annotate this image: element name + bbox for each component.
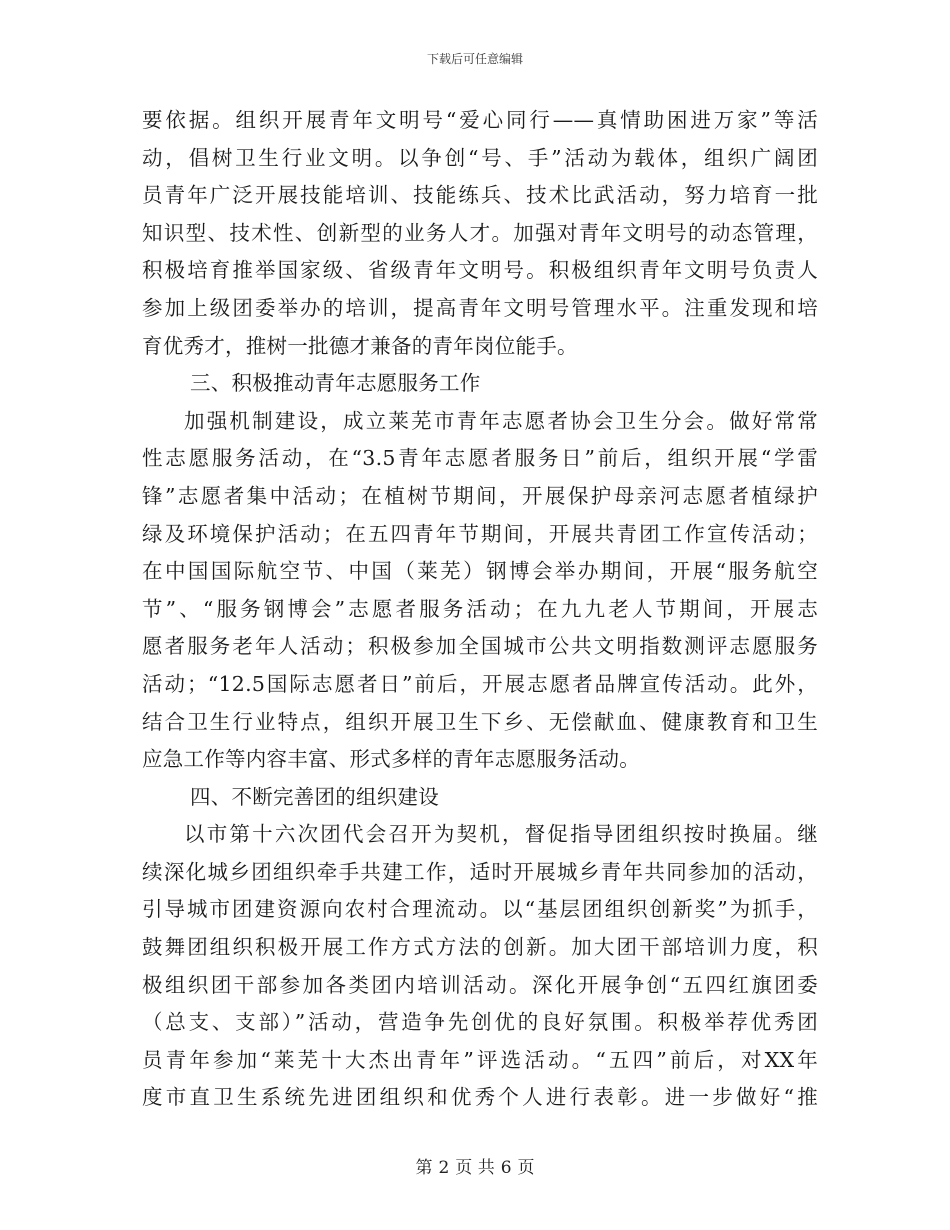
- paragraph-line: 续深化城乡团组织牵手共建工作，适时开展城乡青年共同参加的活动，: [142, 859, 818, 884]
- paragraph-line: 要依据。组织开展青年文明号“爱心同行——真情助困进万家”等活: [142, 108, 818, 132]
- section-heading: 四、不断完善团的组织建设: [190, 784, 439, 809]
- footer-middle: 页 共: [455, 1158, 495, 1178]
- paragraph-line: 引导城市团建资源向农村合理流动。以“基层团组织创新奖”为抓手，: [142, 897, 818, 922]
- paragraph-line: 员青年参加“莱芜十大杰出青年”评选活动。“五四”前后，对XX年: [142, 1047, 818, 1072]
- paragraph-line: 育优秀才，推树一批德才兼备的青年岗位能手。: [142, 333, 578, 358]
- paragraph-line: 以市第十六次团代会召开为契机，督促指导团组织按时换届。继: [184, 822, 818, 847]
- paragraph-line: 知识型、技术性、创新型的业务人才。加强对青年文明号的动态管理，: [142, 220, 818, 245]
- header-note: 下载后可任意编辑: [426, 52, 523, 66]
- body-text: [142, 102, 818, 1117]
- paragraph-line: 绿及环境保护活动；在五四青年节期间，开展共青团工作宣传活动；: [142, 521, 818, 546]
- total-pages: 6: [500, 1158, 512, 1178]
- paragraph-line: 度市直卫生系统先进团组织和优秀个人进行表彰。进一步做好“推: [142, 1085, 818, 1110]
- current-page-number: 2: [438, 1158, 450, 1178]
- paragraph-line: 愿者服务老年人活动；积极参加全国城市公共文明指数测评志愿服务: [142, 634, 818, 659]
- paragraph-line: 动，倡树卫生行业文明。以争创“号、手”活动为载体，组织广阔团: [142, 145, 818, 170]
- paragraph-line: 参加上级团委举办的培训，提高青年文明号管理水平。注重发现和培: [142, 295, 818, 320]
- paragraph-line: 加强机制建设，成立莱芜市青年志愿者协会卫生分会。做好常常: [184, 408, 818, 433]
- paragraph-line: （总支、支部）”活动，营造争先创优的良好氛围。积极举荐优秀团: [142, 1010, 818, 1035]
- paragraph-line: 极组织团干部参加各类团内培训活动。深化开展争创“五四红旗团委: [142, 972, 818, 997]
- section-heading: 三、积极推动青年志愿服务工作: [190, 371, 481, 396]
- paragraph-line: 活动；“12.5国际志愿者日”前后，开展志愿者品牌宣传活动。此外，: [142, 671, 818, 696]
- paragraph-line: 积极培育推举国家级、省级青年文明号。积极组织青年文明号负责人: [142, 258, 818, 283]
- paragraph-line: 结合卫生行业特点，组织开展卫生下乡、无偿献血、健康教育和卫生: [142, 709, 818, 734]
- paragraph-line: 员青年广泛开展技能培训、技能练兵、技术比武活动，努力培育一批: [142, 183, 818, 208]
- paragraph-line: 应急工作等内容丰富、形式多样的青年志愿服务活动。: [142, 747, 640, 772]
- footer-suffix: 页: [517, 1158, 535, 1178]
- paragraph-line: 锋”志愿者集中活动；在植树节期间，开展保护母亲河志愿者植绿护: [142, 483, 818, 508]
- paragraph-line: 节”、“服务钢博会”志愿者服务活动；在九九老人节期间，开展志: [142, 596, 818, 621]
- page-footer: [0, 1157, 950, 1179]
- paragraph-line: 性志愿服务活动，在“3.5青年志愿者服务日”前后，组织开展“学雷: [142, 446, 818, 471]
- paragraph-line: 在中国国际航空节、中国（莱芜）钢博会举办期间，开展“服务航空: [142, 559, 818, 584]
- paragraph-line: 鼓舞团组织积极开展工作方式方法的创新。加大团干部培训力度，积: [142, 935, 818, 960]
- footer-prefix: 第: [415, 1158, 433, 1178]
